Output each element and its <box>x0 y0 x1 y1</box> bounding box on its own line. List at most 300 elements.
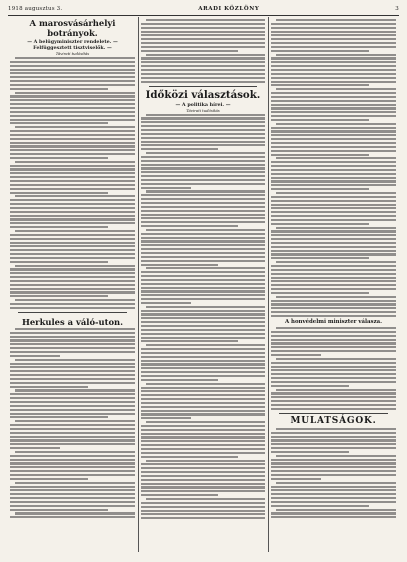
text-line <box>271 46 396 48</box>
text-line <box>10 268 135 270</box>
text-line <box>141 46 265 48</box>
text-line <box>10 366 135 368</box>
text-line <box>15 389 135 391</box>
text-line <box>10 459 135 461</box>
text-line <box>146 383 265 385</box>
text-line <box>271 130 396 132</box>
text-line <box>10 374 135 376</box>
text-line <box>141 260 265 262</box>
text-line <box>10 462 135 464</box>
text-line <box>141 179 265 181</box>
text-line <box>276 509 396 511</box>
text-line <box>271 204 396 206</box>
text-line <box>271 57 396 59</box>
text-line <box>10 439 135 441</box>
text-line <box>271 451 349 453</box>
text-line <box>271 119 369 121</box>
issue-date: 1918 augusztus 3. <box>8 6 63 12</box>
text-line <box>271 196 396 198</box>
text-line <box>10 80 135 82</box>
text-line <box>10 130 135 132</box>
text-line <box>271 27 396 29</box>
text-line <box>10 249 135 251</box>
text-line <box>10 222 135 224</box>
text-line <box>271 65 396 67</box>
text-line <box>10 474 135 476</box>
text-line <box>276 192 396 194</box>
text-line <box>10 428 135 430</box>
text-line <box>141 337 265 339</box>
text-line <box>10 176 135 178</box>
text-line <box>15 57 135 59</box>
text-line <box>141 121 265 123</box>
text-line <box>141 214 265 216</box>
text-line <box>141 252 265 254</box>
text-line <box>271 107 396 109</box>
text-line <box>271 280 396 282</box>
article-body <box>141 19 265 83</box>
page-header <box>8 4 399 14</box>
text-line <box>271 184 396 186</box>
text-line <box>276 482 396 484</box>
text-line <box>271 339 396 341</box>
text-line <box>141 65 265 67</box>
text-line <box>271 462 396 464</box>
text-line <box>141 117 265 119</box>
text-line <box>271 288 396 290</box>
text-line <box>141 387 265 389</box>
text-line <box>141 452 265 454</box>
text-line <box>10 218 135 220</box>
text-line <box>271 331 396 333</box>
text-line <box>271 273 396 275</box>
text-line <box>141 148 218 150</box>
text-line <box>271 447 396 449</box>
text-line <box>10 142 135 144</box>
dateline: Távirati tudósítás <box>55 51 90 56</box>
text-line <box>15 126 135 128</box>
text-line <box>10 84 135 86</box>
text-line <box>271 61 396 63</box>
text-line <box>141 463 265 465</box>
text-line <box>141 483 265 485</box>
text-line <box>10 343 135 345</box>
text-line <box>10 505 135 507</box>
text-line <box>271 134 396 136</box>
column-3 <box>271 18 396 554</box>
section-separator <box>149 86 257 87</box>
text-line <box>10 276 135 278</box>
text-line <box>271 373 396 375</box>
text-line <box>10 307 135 309</box>
text-line <box>10 168 135 170</box>
text-line <box>271 234 396 236</box>
text-line <box>10 245 135 247</box>
dateline: Távirati tudósítás <box>186 107 220 113</box>
text-line <box>141 244 265 246</box>
text-line <box>10 272 135 274</box>
text-line <box>10 501 135 503</box>
text-line <box>271 436 396 438</box>
article-body <box>10 328 135 518</box>
text-line <box>271 512 396 514</box>
text-line <box>141 206 265 208</box>
text-line <box>271 188 369 190</box>
text-line <box>271 246 396 248</box>
newspaper-name: ARADI KÖZLÖNY <box>198 6 260 12</box>
text-line <box>10 288 135 290</box>
text-line <box>146 152 265 154</box>
text-line <box>10 119 135 121</box>
text-line <box>276 123 396 125</box>
text-line <box>271 300 396 302</box>
text-line <box>146 114 265 116</box>
text-line <box>271 180 396 182</box>
text-line <box>146 306 265 308</box>
text-line <box>141 287 265 289</box>
text-line <box>141 417 191 419</box>
text-line <box>10 226 108 228</box>
text-line <box>10 447 60 449</box>
text-line <box>10 386 88 388</box>
text-line <box>141 333 265 335</box>
text-line <box>10 413 135 415</box>
text-line <box>141 61 265 63</box>
text-line <box>15 195 135 197</box>
text-line <box>141 38 265 40</box>
text-line <box>276 455 396 457</box>
text-line <box>141 402 265 404</box>
text-line <box>141 233 265 235</box>
text-line <box>141 375 265 377</box>
text-line <box>10 486 135 488</box>
text-line <box>10 188 135 190</box>
text-line <box>271 392 396 394</box>
text-line <box>271 350 396 352</box>
text-line <box>10 432 135 434</box>
text-line <box>141 279 265 281</box>
text-line <box>271 38 396 40</box>
text-line <box>141 302 191 304</box>
text-line <box>141 202 265 204</box>
text-line <box>271 385 349 387</box>
text-line <box>15 161 135 163</box>
text-line <box>10 153 135 155</box>
text-line <box>15 265 135 267</box>
text-line <box>271 381 396 383</box>
column-divider <box>138 17 139 552</box>
text-line <box>271 478 321 480</box>
text-line <box>271 138 396 140</box>
text-line <box>10 165 135 167</box>
text-line <box>141 379 218 381</box>
text-line <box>10 497 135 499</box>
text-line <box>146 344 265 346</box>
text-line <box>271 493 396 495</box>
text-line <box>141 413 265 415</box>
text-line <box>271 104 396 106</box>
text-line <box>276 261 396 263</box>
text-line <box>141 194 265 196</box>
text-line <box>10 88 108 90</box>
article-body <box>141 114 265 520</box>
text-line <box>15 512 135 514</box>
text-line <box>10 478 88 480</box>
column-1 <box>10 18 135 554</box>
text-line <box>271 342 396 344</box>
text-line <box>271 238 396 240</box>
text-line <box>141 275 265 277</box>
text-line <box>141 310 265 312</box>
text-line <box>10 76 135 78</box>
text-line <box>271 474 396 476</box>
text-line <box>10 211 135 213</box>
text-line <box>271 115 396 117</box>
text-line <box>10 95 135 97</box>
text-line <box>141 494 218 496</box>
text-line <box>15 451 135 453</box>
text-line <box>271 505 369 507</box>
page-number: 3 <box>395 6 399 12</box>
text-line <box>271 84 369 86</box>
text-line <box>141 225 238 227</box>
text-line <box>10 99 135 101</box>
text-line <box>10 69 135 71</box>
text-line <box>141 317 265 319</box>
text-line <box>141 183 265 185</box>
text-line <box>10 65 135 67</box>
text-line <box>10 466 135 468</box>
text-line <box>271 292 369 294</box>
text-line <box>276 296 396 298</box>
text-line <box>141 456 238 458</box>
text-line <box>146 19 265 21</box>
text-line <box>146 421 265 423</box>
article-title: A marosvásárhelyi botrányok. <box>29 18 116 38</box>
text-line <box>141 167 265 169</box>
text-line <box>15 359 135 361</box>
text-line <box>10 284 135 286</box>
column-2 <box>141 18 265 554</box>
text-line <box>271 50 369 52</box>
section-separator <box>18 312 127 313</box>
text-line <box>141 410 265 412</box>
text-line <box>141 175 265 177</box>
text-line <box>271 284 396 286</box>
text-line <box>271 257 369 259</box>
text-line <box>276 88 396 90</box>
text-line <box>10 184 135 186</box>
text-line <box>10 122 108 124</box>
text-line <box>271 404 396 406</box>
text-line <box>271 497 396 499</box>
text-line <box>271 466 396 468</box>
text-line <box>141 69 265 71</box>
text-line <box>10 436 135 438</box>
text-line <box>271 265 396 267</box>
text-line <box>10 509 108 511</box>
text-line <box>141 156 265 158</box>
text-line <box>15 420 135 422</box>
text-line <box>271 211 396 213</box>
text-line <box>141 471 265 473</box>
text-line <box>141 290 265 292</box>
text-line <box>141 237 265 239</box>
text-line <box>271 165 396 167</box>
text-line <box>271 200 396 202</box>
text-line <box>271 311 396 313</box>
text-line <box>10 111 135 113</box>
text-line <box>141 198 265 200</box>
article-body <box>271 428 396 519</box>
text-line <box>10 470 135 472</box>
text-line <box>10 332 135 334</box>
text-line <box>10 291 135 293</box>
text-line <box>141 81 265 83</box>
text-line <box>141 356 265 358</box>
text-line <box>271 303 396 305</box>
text-line <box>271 81 396 83</box>
article-body <box>271 327 396 410</box>
text-line <box>141 283 265 285</box>
text-line <box>141 444 265 446</box>
text-line <box>15 299 135 301</box>
text-line <box>141 294 265 296</box>
text-line <box>10 409 135 411</box>
text-line <box>10 397 135 399</box>
text-line <box>141 340 238 342</box>
text-line <box>146 190 265 192</box>
text-line <box>271 177 396 179</box>
text-line <box>141 171 265 173</box>
text-line <box>15 328 135 330</box>
text-line <box>10 238 135 240</box>
text-line <box>141 57 265 59</box>
text-line <box>271 207 396 209</box>
text-line <box>10 207 135 209</box>
text-line <box>271 154 369 156</box>
text-line <box>271 77 396 79</box>
text-line <box>141 221 265 223</box>
text-line <box>10 138 135 140</box>
text-line <box>141 475 265 477</box>
text-line <box>271 142 396 144</box>
text-line <box>10 192 108 194</box>
text-line <box>10 257 135 259</box>
text-line <box>271 31 396 33</box>
text-line <box>141 31 265 33</box>
text-line <box>141 425 265 427</box>
text-line <box>271 215 396 217</box>
text-line <box>15 92 135 94</box>
text-line <box>271 432 396 434</box>
article-body <box>271 19 396 317</box>
text-line <box>10 253 135 255</box>
text-line <box>141 436 265 438</box>
text-line <box>10 443 135 445</box>
text-line <box>146 498 265 500</box>
text-line <box>271 253 396 255</box>
text-line <box>271 315 396 317</box>
text-line <box>10 382 135 384</box>
text-line <box>141 141 265 143</box>
text-line <box>271 127 396 129</box>
text-line <box>141 517 265 519</box>
text-line <box>141 73 265 75</box>
text-line <box>271 307 396 309</box>
text-line <box>10 215 135 217</box>
text-line <box>271 439 396 441</box>
text-line <box>271 219 396 221</box>
text-line <box>271 501 396 503</box>
text-line <box>141 486 265 488</box>
text-line <box>141 513 265 515</box>
text-line <box>10 378 135 380</box>
text-line <box>271 42 396 44</box>
text-line <box>141 398 265 400</box>
text-line <box>10 295 108 297</box>
text-line <box>141 394 265 396</box>
text-line <box>10 351 135 353</box>
text-line <box>141 371 265 373</box>
text-line <box>271 396 396 398</box>
text-line <box>271 366 396 368</box>
text-line <box>10 401 135 403</box>
text-line <box>276 157 396 159</box>
text-line <box>10 363 135 365</box>
text-line <box>10 134 135 136</box>
text-line <box>141 160 265 162</box>
text-line <box>10 516 135 518</box>
text-line <box>10 303 135 305</box>
text-line <box>271 34 396 36</box>
text-line <box>271 516 396 518</box>
text-line <box>271 408 396 410</box>
text-line <box>141 248 265 250</box>
text-line <box>271 362 396 364</box>
text-line <box>146 267 265 269</box>
text-line <box>271 377 396 379</box>
text-line <box>10 157 108 159</box>
text-line <box>141 23 265 25</box>
text-line <box>271 489 396 491</box>
text-line <box>141 217 265 219</box>
text-line <box>141 50 238 52</box>
text-line <box>10 72 135 74</box>
text-line <box>141 240 265 242</box>
text-line <box>10 107 135 109</box>
text-line <box>141 256 265 258</box>
text-line <box>271 277 396 279</box>
text-line <box>141 27 265 29</box>
text-line <box>271 269 396 271</box>
text-line <box>271 100 396 102</box>
text-line <box>10 455 135 457</box>
text-line <box>141 329 265 331</box>
text-line <box>10 115 135 117</box>
text-line <box>141 125 265 127</box>
text-line <box>10 61 135 63</box>
text-line <box>271 369 396 371</box>
text-line <box>141 77 265 79</box>
text-line <box>141 352 265 354</box>
header-rule <box>8 15 399 16</box>
text-line <box>141 313 265 315</box>
text-line <box>15 230 135 232</box>
text-line <box>141 210 265 212</box>
text-line <box>271 111 396 113</box>
text-line <box>10 203 135 205</box>
